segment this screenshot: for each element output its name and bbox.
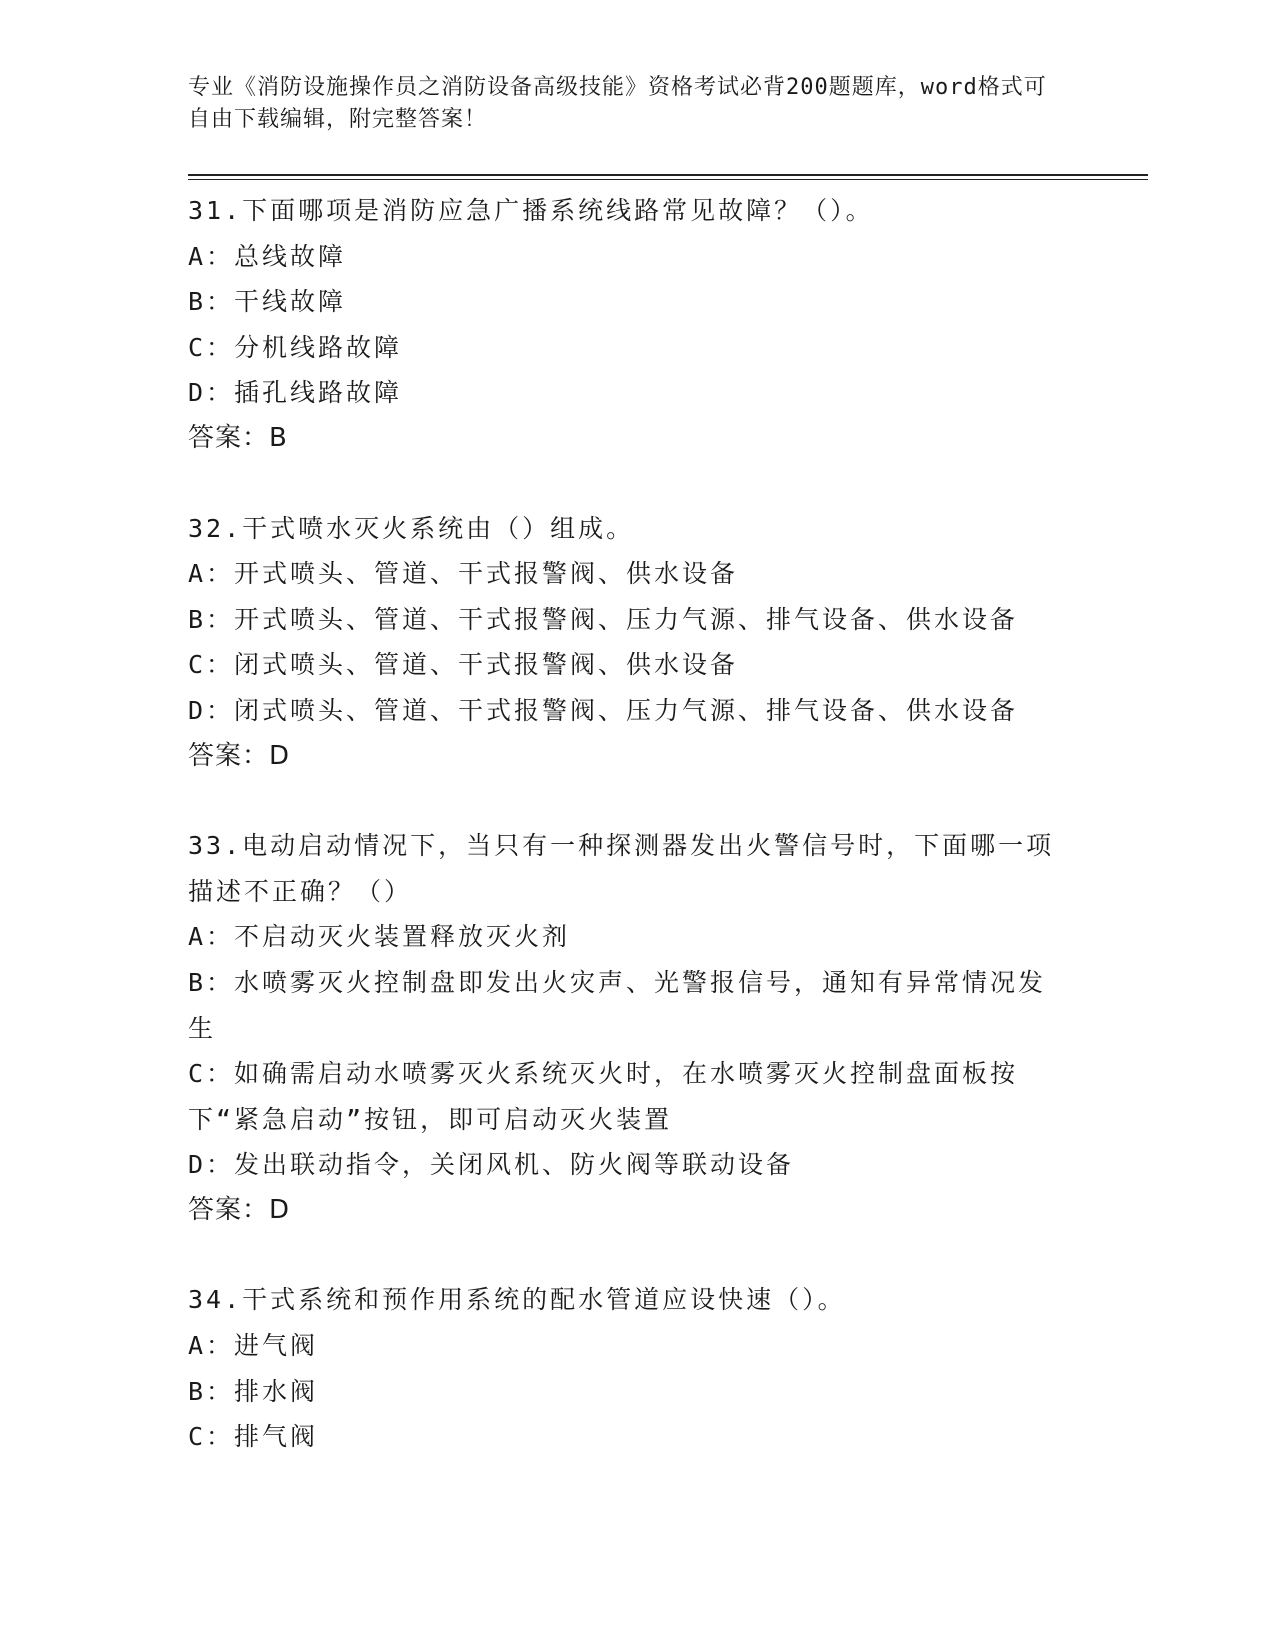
option-c: C：如确需启动水喷雾灭火系统灭火时，在水喷雾灭火控制盘面板按下“紧急启动”按钮，即可启动灭火装置	[188, 1059, 1019, 1134]
question-list	[188, 188, 1148, 1460]
document-header: 专业《消防设施操作员之消防设备高级技能》资格考试必背200题题库，word格式可自由下载编辑，附完整答案！	[188, 75, 1047, 132]
answer: 答案：D	[188, 1194, 291, 1225]
question-stem: 32.干式喷水灭火系统由（）组成。	[188, 513, 635, 543]
question-34	[188, 1277, 1148, 1459]
answer: 答案：D	[188, 740, 291, 771]
option-b: B：排水阀	[188, 1376, 319, 1406]
option-d: D：插孔线路故障	[188, 378, 403, 408]
option-d: D：闭式喷头、管道、干式报警阀、压力气源、排气设备、供水设备	[188, 695, 1019, 725]
question-stem: 33.电动启动情况下，当只有一种探测器发出火警信号时，下面哪一项描述不正确？（）	[188, 831, 1055, 906]
option-b: B：水喷雾灭火控制盘即发出火灾声、光警报信号，通知有异常情况发生	[188, 967, 1047, 1043]
question-stem: 31.下面哪项是消防应急广播系统线路常见故障？（）。	[188, 196, 874, 225]
question-31	[188, 188, 1148, 462]
option-a: A：总线故障	[188, 241, 347, 271]
option-c: C：分机线路故障	[188, 332, 403, 362]
option-b: B：开式喷头、管道、干式报警阀、压力气源、排气设备、供水设备	[188, 604, 1019, 634]
option-a: A：开式喷头、管道、干式报警阀、供水设备	[188, 559, 739, 589]
option-b: B：干线故障	[188, 287, 347, 317]
option-d: D：发出联动指令，关闭风机、防火阀等联动设备	[188, 1150, 795, 1180]
answer: 答案：B	[188, 422, 288, 453]
header-divider	[188, 174, 1148, 180]
option-c: C：排气阀	[188, 1422, 319, 1452]
option-c: C：闭式喷头、管道、干式报警阀、供水设备	[188, 650, 739, 680]
option-a: A：进气阀	[188, 1331, 319, 1361]
question-32	[188, 506, 1148, 780]
question-stem: 34.干式系统和预作用系统的配水管道应设快速（）。	[188, 1285, 846, 1315]
option-a: A：不启动灭火装置释放灭火剂	[188, 922, 571, 952]
question-33	[188, 823, 1148, 1233]
document-page	[188, 72, 1148, 1504]
